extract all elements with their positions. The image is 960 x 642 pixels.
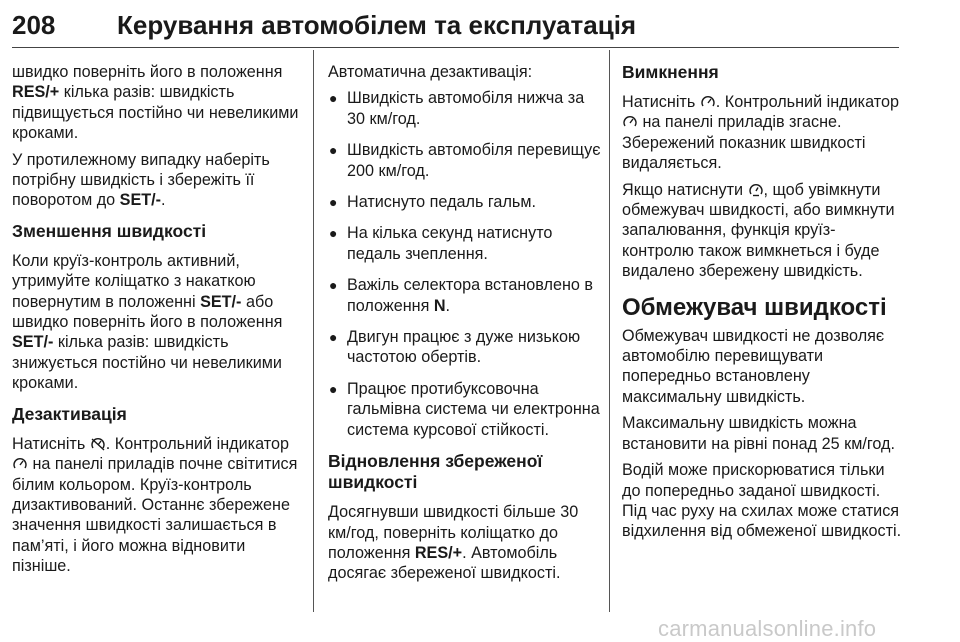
heading-switch-off: Вимкнення <box>622 62 719 82</box>
speed-limiter-icon <box>748 183 764 197</box>
paragraph: Автоматична дезактивація: <box>328 63 533 81</box>
bullet-list <box>328 88 604 440</box>
list-item: ● Швидкість автомобіля перевищує 200 км/год. <box>328 140 604 181</box>
paragraph: Досягнувши швидкості більше 30 км/год, поверніть коліщатко до положення RES/+. Автомобіль досягає збереженої швидкості. <box>328 503 579 583</box>
list-item: ● На кілька секунд натиснуто педаль зчеплення. <box>328 223 604 264</box>
paragraph: Водій може прискорюватися тільки до попередньо заданої швидкості. Під час руху на схилах може статися відхилення від обмеженої швидкості. <box>622 461 902 541</box>
list-item: ● Працює протибуксовочна гальмівна система чи електронна система курсової стійкості. <box>328 379 604 440</box>
paragraph: Натисніть . Контрольний індикатор на панелі приладів почне світитися білим кольором. Круїз-контроль дизактивований. Останнє збережене значення швидкості залишається в пам’яті, і його можна відновити пізніше. <box>12 434 298 576</box>
cruise-indicator-icon <box>622 115 638 129</box>
header-divider <box>12 47 899 48</box>
column-right <box>622 62 904 548</box>
heading-restore-speed: Відновлення збереженої швидкості <box>328 451 543 493</box>
paragraph: Якщо натиснути , щоб увімкнути обмежувач швидкості, або вимкнути запалювання, функція круїз-контролю також вимкнеться і буде видалено збережену швидкість. <box>622 180 895 281</box>
watermark: carmanualsonline.info <box>658 616 877 641</box>
paragraph: швидко поверніть його в положення RES/+ кілька разів: швидкість підвищується постійно чи невеликими кроками. <box>12 63 299 143</box>
page-header <box>12 4 912 48</box>
list-item: ● Натиснуто педаль гальм. <box>328 192 604 212</box>
paragraph: Обмежувач швидкості не дозволяє автомобілю перевищувати попередньо встановлену максимальну швидкість. <box>622 326 885 406</box>
page-title: Керування автомобілем та експлуатація <box>117 10 637 40</box>
heading-deactivation: Дезактивація <box>12 403 127 424</box>
heading-speed-limiter: Обмежувач швидкості <box>622 293 887 321</box>
list-item: ● Двигун працює з дуже низькою частотою обертів. <box>328 327 604 368</box>
paragraph: Максимальну швидкість можна встановити на рівні понад 25 км/год. <box>622 414 895 453</box>
cruise-cancel-icon <box>90 437 106 451</box>
column-divider <box>313 50 314 612</box>
column-divider <box>609 50 610 612</box>
paragraph: Натисніть . Контрольний індикатор на панелі приладів згасне. Збережений показник швидкості видаляється. <box>622 93 899 173</box>
paragraph: Коли круїз-контроль активний, утримуйте коліщатко з накаткою повернутим в положенні SET/- або швидко поверніть його в положення SET/- кілька разів: швидкість знижується постійно чи невеликими кроками. <box>12 251 283 393</box>
column-left <box>12 62 300 583</box>
list-item: ● Важіль селектора встановлено в положення N. <box>328 275 604 316</box>
list-item: ● Швидкість автомобіля нижча за 30 км/год. <box>328 88 604 129</box>
cruise-control-icon <box>700 95 716 109</box>
heading-decrease-speed: Зменшення швидкості <box>12 220 207 241</box>
page-number: 208 <box>12 10 56 40</box>
column-middle <box>328 62 604 590</box>
paragraph: У протилежному випадку наберіть потрібну швидкість і збережіть її поворотом до SET/-. <box>12 150 270 210</box>
cruise-indicator-icon <box>12 457 28 471</box>
